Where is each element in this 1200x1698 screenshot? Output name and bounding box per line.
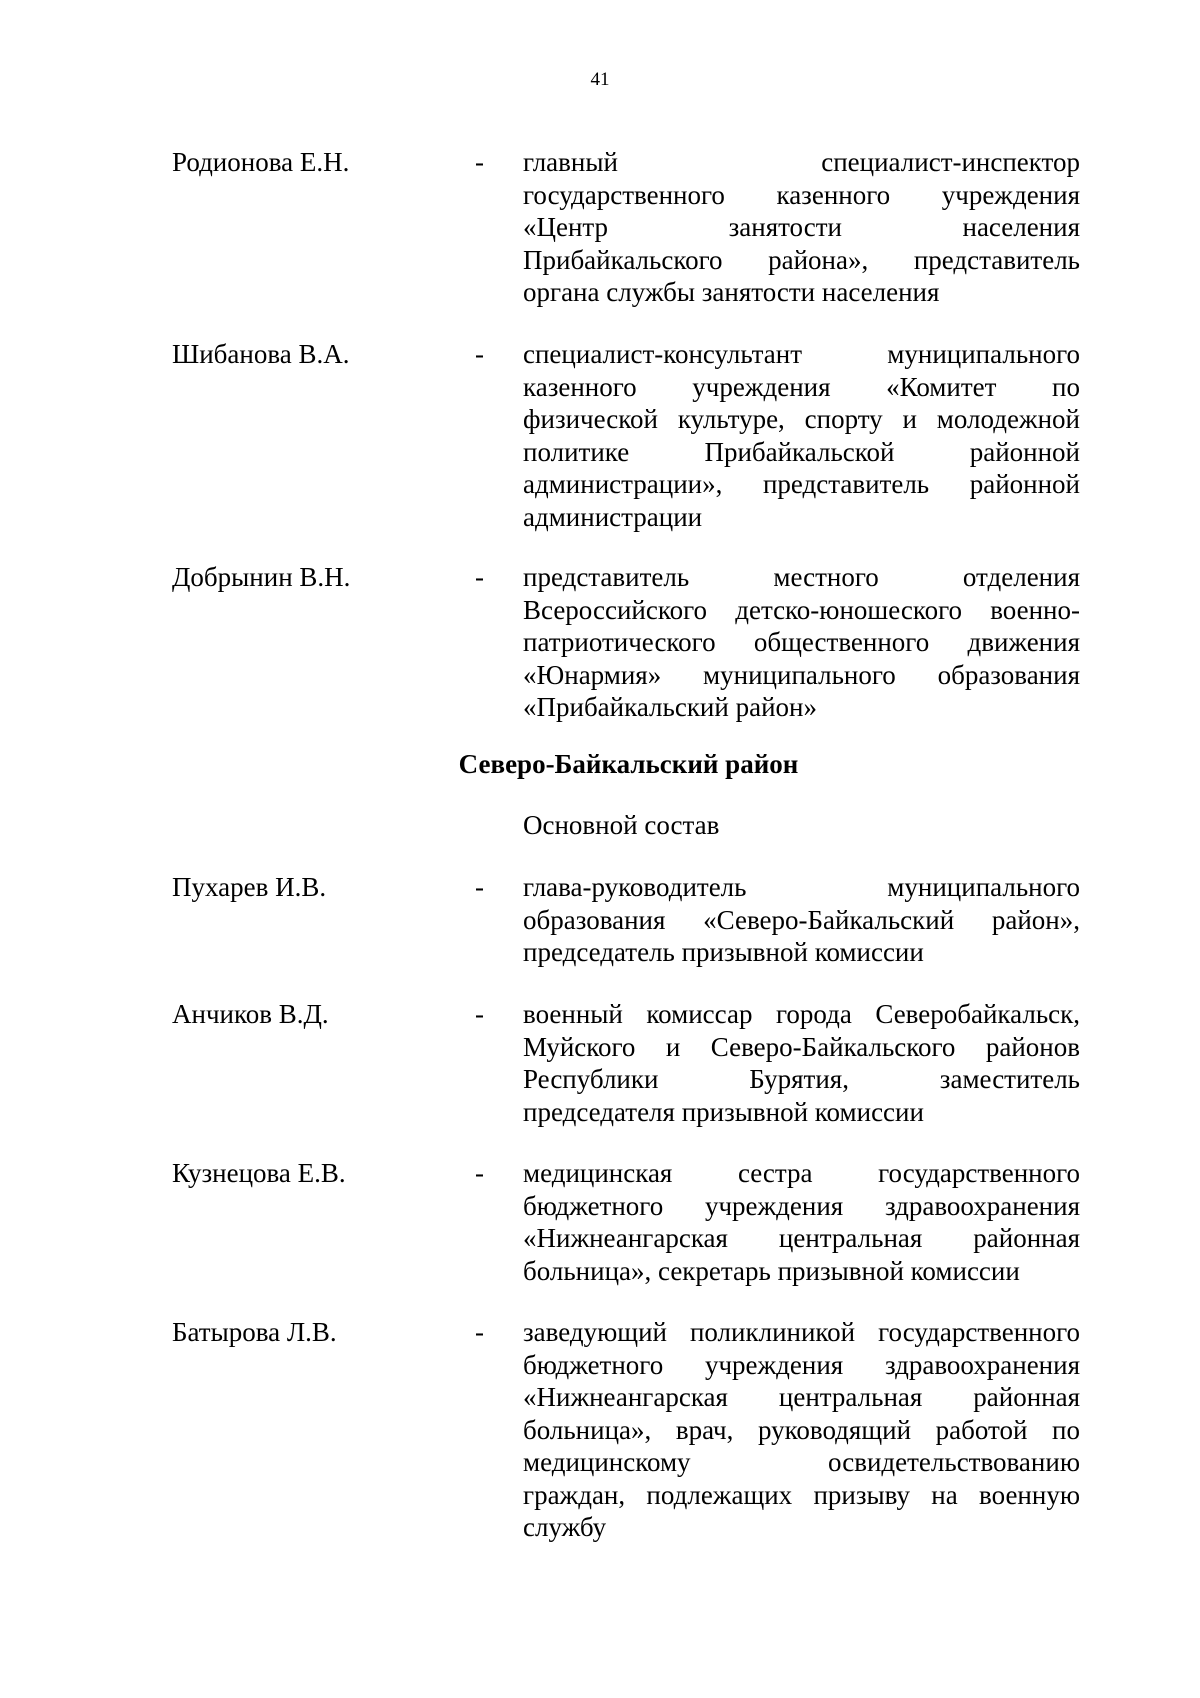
member-name: Анчиков В.Д. — [172, 999, 329, 1029]
member-description — [523, 338, 1080, 533]
description-line: физической культуре, спорту и молодежной — [523, 404, 1080, 434]
description-line: образования «Северо-Байкальский район», — [523, 904, 1080, 935]
dash-separator: - — [475, 562, 484, 592]
description-line: военный комиссар города Северобайкальск, — [523, 999, 1080, 1029]
description-line: специалист-консультант муниципального — [523, 339, 1080, 369]
description-line: администрации — [523, 501, 703, 532]
description-line: политике Прибайкальской районной — [523, 436, 1080, 467]
description-line: заведующий поликлиникой государственного — [523, 1317, 1080, 1347]
description-line: Республики Бурятия, заместитель — [523, 1064, 1080, 1094]
section-subheading: Основной состав — [523, 810, 720, 840]
description-line: «Центр занятости населения — [523, 212, 1080, 242]
member-name: Родионова Е.Н. — [172, 147, 350, 177]
description-line: Муйского и Северо-Байкальского районов — [523, 1031, 1080, 1062]
member-name: Пухарев И.В. — [172, 872, 327, 902]
dash-separator: - — [475, 1158, 484, 1188]
member-entry — [172, 338, 1080, 533]
description-line: «Нижнеангарская центральная районная — [523, 1223, 1080, 1253]
member-entry — [172, 1157, 1080, 1287]
member-entry — [172, 871, 1080, 969]
member-entry — [172, 998, 1080, 1128]
description-line: Прибайкальского района», представитель — [523, 244, 1080, 275]
description-line: представитель местного отделения — [523, 562, 1080, 592]
dash-separator: - — [475, 1317, 484, 1347]
description-line: главный специалист-инспектор — [523, 147, 1080, 177]
description-line: Всероссийского детско-юношеского военно- — [523, 594, 1080, 625]
description-line: бюджетного учреждения здравоохранения — [523, 1190, 1080, 1221]
dash-separator: - — [475, 339, 484, 369]
description-line: органа службы занятости населения — [523, 277, 940, 307]
description-line: медицинскому освидетельствованию — [523, 1447, 1080, 1477]
description-line: больница», секретарь призывной комиссии — [523, 1255, 1020, 1286]
member-description — [523, 146, 1080, 309]
dash-separator: - — [475, 147, 484, 177]
description-line: глава-руководитель муниципального — [523, 872, 1080, 902]
member-description — [523, 1157, 1080, 1287]
description-line: председатель призывной комиссии — [523, 937, 924, 967]
description-line: медицинская сестра государственного — [523, 1158, 1080, 1188]
member-description — [523, 1316, 1080, 1544]
description-line: «Юнармия» муниципального образования — [523, 659, 1080, 690]
description-line: председателя призывной комиссии — [523, 1096, 924, 1127]
member-description — [523, 871, 1080, 969]
member-entry — [172, 561, 1080, 724]
dash-separator: - — [475, 999, 484, 1029]
description-line: администрации», представитель районной — [523, 469, 1080, 499]
member-name: Шибанова В.А. — [172, 339, 350, 369]
description-line: больница», врач, руководящий работой по — [523, 1414, 1080, 1445]
description-line: граждан, подлежащих призыву на военную — [523, 1479, 1080, 1510]
description-line: казенного учреждения «Комитет по — [523, 371, 1080, 402]
member-entry — [172, 146, 1080, 309]
page-number: 41 — [590, 69, 610, 90]
description-line: государственного казенного учреждения — [523, 179, 1080, 210]
description-line: «Прибайкальский район» — [523, 692, 817, 722]
description-line: «Нижнеангарская центральная районная — [523, 1382, 1080, 1412]
description-line: службу — [523, 1512, 607, 1542]
description-line: патриотического общественного движения — [523, 627, 1080, 657]
member-description — [523, 561, 1080, 724]
member-name: Батырова Л.В. — [172, 1317, 337, 1347]
section-heading: Северо-Байкальский район — [458, 749, 799, 779]
description-line: бюджетного учреждения здравоохранения — [523, 1349, 1080, 1380]
member-entry — [172, 1316, 1080, 1544]
dash-separator: - — [475, 872, 484, 902]
member-description — [523, 998, 1080, 1128]
member-name: Добрынин В.Н. — [172, 562, 351, 592]
member-name: Кузнецова Е.В. — [172, 1158, 346, 1188]
